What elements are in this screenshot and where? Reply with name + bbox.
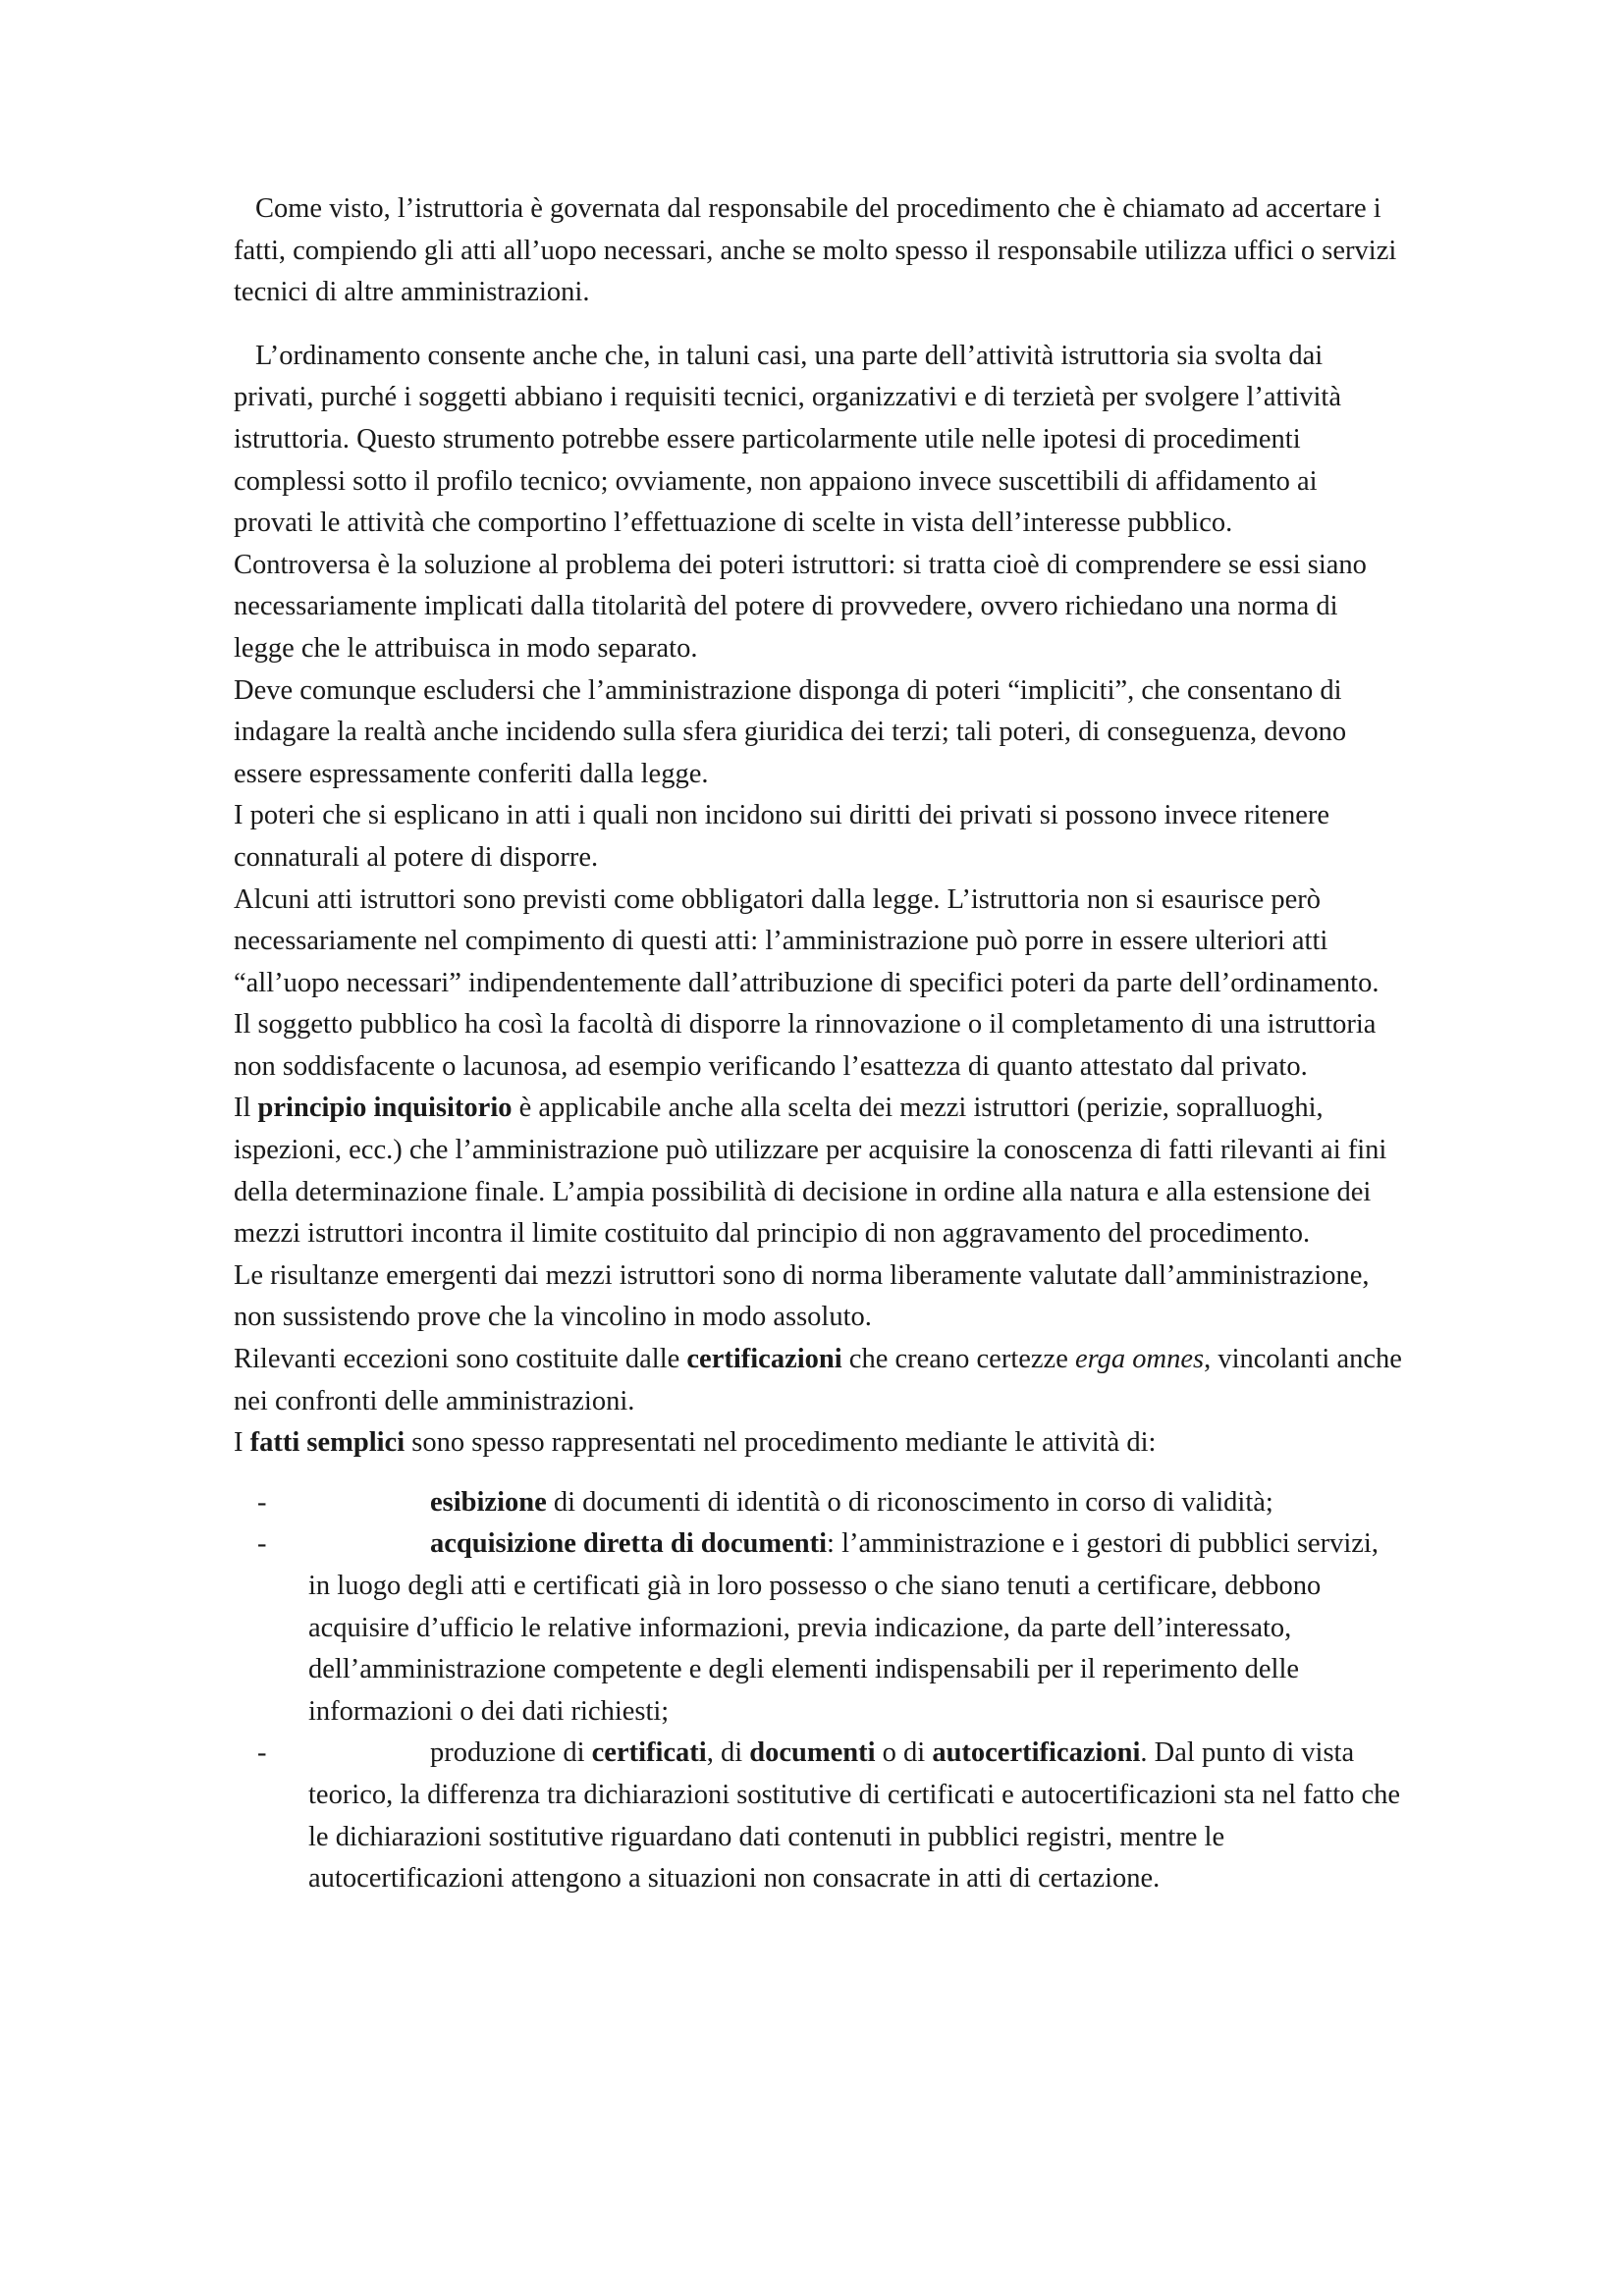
list-item-3-post: . Dal punto di vista teorico, la differenza tra dichiarazioni sostitutive di certificati e autocertificazioni sta nel fatto che le dichiarazioni sostitutive riguardano dati contenuti in pubblici registri, mentre le autocertificazioni attengono a situazioni non consacrate in atti di certazione. [308,1737,1401,1895]
paragraph-spacer [234,314,1402,336]
paragraph-7-post: è applicabile anche alla scelta dei mezzi istruttori (perizie, sopralluoghi, ispezioni, ecc.) che l’amministrazione può utilizzare per acquisire la conoscenza di fatti rilevanti ai fini della determinazione finale. L’ampia possibilità di decisione in ordine alla natura e alla estensione dei mezzi istruttori incontra il limite costituito dal principio di non aggravamento del procedimento. [234,1093,1387,1250]
certificati-term: certificati [591,1737,707,1769]
list-item-3-mid2: o di [875,1737,933,1769]
fatti-semplici-term: fatti semplici [249,1427,406,1459]
list-item-2-post: : l’amministrazione e i gestori di pubblici servizi, in luogo degli atti e certificati già in loro possesso o che siano tenuti a certificare, debbono acquisire d’ufficio le relative informazioni, previa indicazione, da parte dell’interessato, dell’amministrazione competente e degli elementi indispensabili per il reperimento delle informazioni o dei dati richiesti; [308,1528,1379,1727]
paragraph-8: Le risultanze emergenti dai mezzi istruttori sono di norma liberamente valutate dall’amministrazione, non sussistendo prove che la vincolino in modo assoluto. [234,1259,1370,1333]
paragraph-9-mid: che creano certezze [841,1344,1075,1375]
erga-omnes-term: erga omnes [1074,1344,1205,1375]
paragraph-1: Come visto, l’istruttoria è governata dal responsabile del procedimento che è chiamato ad accertare i fatti, compiendo gli atti all’uopo necessari, anche se molto spesso il responsabile utilizza uffici o servizi tecnici di altre amministrazioni. [234,193,1397,308]
list-dash: - [257,1486,267,1518]
list-dash: - [257,1737,267,1769]
paragraph-4: Deve comunque escludersi che l’amministrazione disponga di poteri “impliciti”, che consentano di indagare la realtà anche incidendo sulla sfera giuridica dei terzi; tali poteri, di conseguenza, devono essere espressamente conferiti dalla legge. [234,674,1347,789]
paragraph-7 [234,1088,1402,1255]
autocertificazioni-term: autocertificazioni [932,1737,1141,1769]
list-item-3-text [308,1737,1400,1894]
list-item [234,1523,1402,1733]
activities-list [234,1482,1402,1900]
paragraph-9 [234,1339,1402,1422]
list-item-3-pre: produzione di [430,1737,592,1769]
paragraph-10 [234,1422,1402,1465]
principio-inquisitorio-term: principio inquisitorio [257,1093,513,1124]
list-item-3-mid1: , di [706,1737,750,1769]
list-spacer [234,1465,1402,1482]
documenti-term: documenti [749,1737,876,1769]
paragraph-6: Alcuni atti istruttori sono previsti come obbligatori dalla legge. L’istruttoria non si esaurisce però necessariamente nel compimento di questi atti: l’amministrazione può porre in essere ulteriori atti “all’uopo necessari” indipendentemente dall’attribuzione di specifici poteri da parte dell’ordinamento. Il soggetto pubblico ha così la facoltà di disporre la rinnovazione o il completamento di una istruttoria non soddisfacente o lacunosa, ad esempio verificando l’esattezza di quanto attestato dal privato. [234,883,1380,1082]
paragraph-10-pre: I [234,1427,250,1459]
paragraph-5: I poteri che si esplicano in atti i quali non incidono sui diritti dei privati si possono invece ritenere connaturali al potere di disporre. [234,800,1329,873]
paragraph-9-post: , vincolanti anche nei confronti delle amministrazioni. [234,1344,1402,1416]
list-item-1-post: di documenti di identità o di riconoscimento in corso di validità; [546,1486,1273,1518]
paragraph-3: Controversa è la soluzione al problema dei poteri istruttori: si tratta cioè di comprendere se essi siano necessariamente implicati dalla titolarità del potere di provvedere, ovvero richiedano una norma di legge che le attribuisca in modo separato. [234,549,1367,664]
list-item [234,1733,1402,1899]
certificazioni-term: certificazioni [686,1344,842,1375]
esibizione-term: esibizione [430,1486,547,1518]
paragraph-10-post: sono spesso rappresentati nel procedimento mediante le attività di: [405,1427,1157,1459]
list-item-2-text [308,1528,1379,1726]
list-dash: - [257,1528,267,1560]
document-body [234,188,1402,1900]
list-item-1-text [308,1487,1273,1518]
paragraph-2: L’ordinamento consente anche che, in taluni casi, una parte dell’attività istruttoria sia svolta dai privati, purché i soggetti abbiano i requisiti tecnici, organizzativi e di terzietà per svolgere l’attività istruttoria. Questo strumento potrebbe essere particolarmente utile nelle ipotesi di procedimenti complessi sotto il profilo tecnico; ovviamente, non appaiono invece suscettibili di affidamento ai provati le attività che comportino l’effettuazione di scelte in vista dell’interesse pubblico. [234,340,1341,539]
paragraph-9-pre: Rilevanti eccezioni sono costituite dalle [234,1344,687,1375]
list-item [234,1482,1402,1524]
paragraph-7-pre: Il [234,1093,258,1124]
acquisizione-term: acquisizione diretta di documenti [430,1528,828,1560]
